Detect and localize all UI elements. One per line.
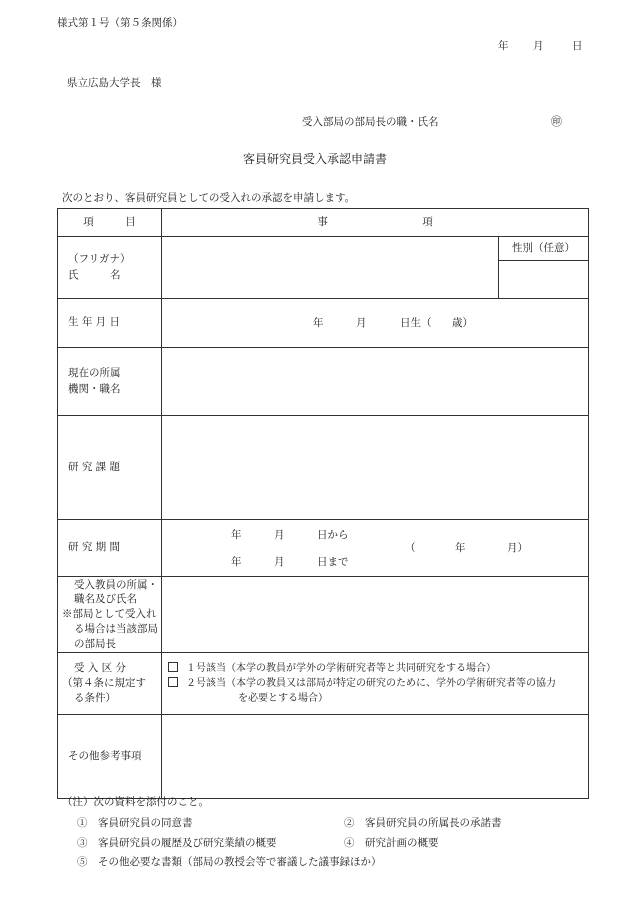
checkbox-icon[interactable] bbox=[168, 662, 178, 672]
affiliation-label-cell bbox=[58, 348, 162, 416]
affiliation-field[interactable] bbox=[162, 348, 589, 416]
period-start-year-unit: 年 bbox=[231, 529, 242, 541]
category-option-2-continued: を必要とする場合） bbox=[238, 693, 328, 704]
name-label: 氏 名 bbox=[68, 268, 121, 281]
host-label-line2: 職名及び氏名 bbox=[74, 593, 137, 606]
category-option-2-text: ２号該当（本学の教員又は部局が特定の研究のために、学外の学術研究者等の協力 bbox=[186, 678, 556, 689]
affiliation-label-line1: 現在の所属 bbox=[68, 367, 121, 380]
period-duration-open: （ bbox=[405, 542, 416, 554]
note-item-1: ① 客員研究員の同意書 bbox=[77, 817, 193, 829]
date-month: 月 bbox=[533, 40, 544, 52]
category-label-line3: る条件） bbox=[74, 692, 116, 705]
period-from-text: 日から bbox=[317, 529, 349, 541]
affiliation-label-line2: 機関・職名 bbox=[68, 382, 121, 395]
application-form-table bbox=[57, 208, 589, 799]
research-period-label: 研 究 期 間 bbox=[58, 520, 162, 577]
intro-text: 次のとおり、客員研究員としての受入れの承認を申請します。 bbox=[62, 192, 356, 204]
checkbox-icon[interactable] bbox=[168, 677, 178, 687]
gender-field[interactable] bbox=[499, 261, 589, 299]
name-field[interactable] bbox=[162, 237, 499, 299]
column-header-item: 項 目 bbox=[58, 209, 162, 237]
date-day: 日 bbox=[572, 40, 583, 52]
birth-year-unit: 年 bbox=[313, 317, 324, 329]
document-title: 客員研究員受入承認申請書 bbox=[242, 152, 387, 166]
birth-day-unit: 日生（ bbox=[400, 317, 432, 329]
birthdate-field[interactable] bbox=[162, 299, 589, 348]
period-end-month-unit: 月 bbox=[274, 556, 285, 568]
name-label-cell bbox=[58, 237, 162, 299]
category-options-cell bbox=[162, 653, 589, 715]
note-item-4: ④ 研究計画の概要 bbox=[344, 837, 439, 849]
applicant-label: 受入部局の部局長の職・氏名 bbox=[302, 116, 439, 128]
period-duration-year-unit: 年 bbox=[455, 542, 466, 554]
category-option-2[interactable] bbox=[168, 676, 588, 691]
category-option-1-text: １号該当（本学の教員が学外の学術研究者等と共同研究をする場合） bbox=[186, 663, 496, 674]
host-faculty-field[interactable] bbox=[162, 577, 589, 653]
date-year: 年 bbox=[498, 40, 509, 52]
period-end-year-unit: 年 bbox=[231, 556, 242, 568]
note-item-2: ② 客員研究員の所属長の承諾書 bbox=[344, 817, 502, 829]
period-start-month-unit: 月 bbox=[274, 529, 285, 541]
host-label-line4: る場合は当該部局 bbox=[74, 622, 158, 635]
seal-mark: ㊞ bbox=[551, 115, 562, 128]
column-header-matter: 事 項 bbox=[162, 209, 589, 237]
form-number: 様式第１号（第５条関係） bbox=[57, 17, 183, 29]
other-notes-label: その他参考事項 bbox=[58, 715, 162, 799]
birth-month-unit: 月 bbox=[356, 317, 367, 329]
host-faculty-label-cell bbox=[58, 577, 162, 653]
category-label-cell bbox=[58, 653, 162, 715]
note-item-5: ⑤ その他必要な書類（部局の教授会等で審議した議事録ほか） bbox=[77, 856, 382, 868]
host-label-line5: の部局長 bbox=[74, 637, 116, 650]
age-unit: 歳） bbox=[452, 317, 473, 329]
research-topic-label: 研 究 課 題 bbox=[58, 416, 162, 520]
research-period-field[interactable] bbox=[162, 520, 589, 577]
period-duration-close: 月） bbox=[507, 542, 528, 554]
research-topic-field[interactable] bbox=[162, 416, 589, 520]
addressee: 県立広島大学長 様 bbox=[67, 77, 162, 89]
other-notes-field[interactable] bbox=[162, 715, 589, 799]
period-to-text: 日まで bbox=[317, 556, 349, 568]
furigana-label: （フリガナ） bbox=[68, 253, 131, 266]
category-option-1[interactable] bbox=[168, 661, 588, 676]
category-label-line2: （第４条に規定す bbox=[62, 676, 146, 689]
host-label-line1: 受入教員の所属・ bbox=[74, 578, 158, 591]
notes-heading: （注）次の資料を添付のこと。 bbox=[62, 796, 209, 808]
category-label-line1: 受 入 区 分 bbox=[74, 661, 127, 674]
birthdate-label: 生 年 月 日 bbox=[58, 299, 162, 348]
note-item-3: ③ 客員研究員の履歴及び研究業績の概要 bbox=[77, 837, 277, 849]
gender-label: 性別（任意） bbox=[499, 237, 589, 261]
host-label-line3: ※部局として受入れ bbox=[62, 608, 157, 621]
